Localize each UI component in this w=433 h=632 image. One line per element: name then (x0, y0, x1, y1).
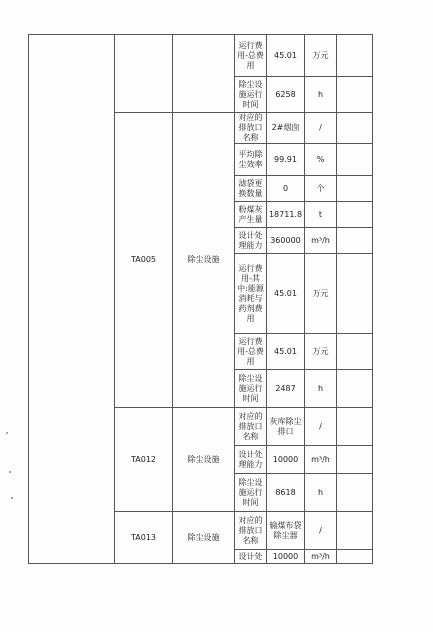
parameter-label-cell: 设计处理能力 (235, 228, 267, 254)
facility-name-cell: 除尘设施 (173, 113, 235, 408)
parameter-unit-cell: m³/h (305, 446, 337, 474)
facility-code-cell: TA005 (115, 113, 173, 408)
parameter-unit-cell: 万元 (305, 334, 337, 370)
parameter-label-cell: 除尘设施运行时间 (235, 77, 267, 113)
facility-name-cell: 除尘设施 (173, 512, 235, 564)
scan-speck (6, 432, 8, 434)
parameter-label-cell: 设计处理能力 (235, 446, 267, 474)
parameter-value-cell: 360000 (267, 228, 305, 254)
parameter-unit-cell: t (305, 202, 337, 228)
parameter-unit-cell: h (305, 370, 337, 408)
parameter-unit-cell: / (305, 408, 337, 446)
parameter-value-cell: 18711.8 (267, 202, 305, 228)
parameter-value-cell: 10000 (267, 446, 305, 474)
parameter-label-cell: 对应的排放口名称 (235, 113, 267, 144)
scan-speck (9, 471, 11, 473)
parameter-unit-cell: 万元 (305, 254, 337, 334)
remark-cell (337, 334, 373, 370)
parameter-unit-cell: / (305, 512, 337, 550)
remark-cell (337, 474, 373, 512)
parameter-unit-cell: 个 (305, 176, 337, 202)
parameter-label-cell: 对应的排放口名称 (235, 512, 267, 550)
remark-cell (337, 254, 373, 334)
facility-name-cell (173, 35, 235, 113)
parameter-value-cell: 6258 (267, 77, 305, 113)
parameter-value-cell: 45.01 (267, 254, 305, 334)
parameter-unit-cell: h (305, 474, 337, 512)
remark-cell (337, 408, 373, 446)
parameter-label-cell: 运行费用-总费用 (235, 334, 267, 370)
facility-code-cell: TA013 (115, 512, 173, 564)
parameter-label-cell: 对应的排放口名称 (235, 408, 267, 446)
parameter-value-cell: 10000 (267, 550, 305, 564)
table-row (29, 35, 373, 77)
parameter-unit-cell: % (305, 144, 337, 176)
remark-cell (337, 35, 373, 77)
parameter-value-cell: 输煤布袋除尘器 (267, 512, 305, 550)
parameter-unit-cell: / (305, 113, 337, 144)
parameter-unit-cell: m³/h (305, 550, 337, 564)
parameter-label-cell: 运行费用-总费用 (235, 35, 267, 77)
facility-code-cell: TA012 (115, 408, 173, 512)
parameter-label-cell: 设计处 (235, 550, 267, 564)
facility-name-cell: 除尘设施 (173, 408, 235, 512)
parameter-value-cell: 2487 (267, 370, 305, 408)
parameter-unit-cell: 万元 (305, 35, 337, 77)
parameter-value-cell: 灰库除尘排口 (267, 408, 305, 446)
blank-left-cell (29, 35, 115, 564)
scan-speck (11, 497, 13, 499)
parameter-label-cell: 除尘设施运行时间 (235, 474, 267, 512)
parameter-unit-cell: m³/h (305, 228, 337, 254)
facility-parameter-table (28, 34, 373, 564)
parameter-value-cell: 0 (267, 176, 305, 202)
parameter-value-cell: 99.91 (267, 144, 305, 176)
remark-cell (337, 370, 373, 408)
parameter-value-cell: 45.01 (267, 35, 305, 77)
parameter-label-cell: 粉煤灰产生量 (235, 202, 267, 228)
parameter-value-cell: 2#烟囱 (267, 113, 305, 144)
remark-cell (337, 77, 373, 113)
parameter-value-cell: 8618 (267, 474, 305, 512)
remark-cell (337, 228, 373, 254)
parameter-label-cell: 平均除尘效率 (235, 144, 267, 176)
remark-cell (337, 202, 373, 228)
remark-cell (337, 113, 373, 144)
parameter-label-cell: 运行费用-其中:能源消耗与药剂费用 (235, 254, 267, 334)
remark-cell (337, 512, 373, 550)
parameter-value-cell: 45.01 (267, 334, 305, 370)
facility-code-cell (115, 35, 173, 113)
remark-cell (337, 176, 373, 202)
remark-cell (337, 446, 373, 474)
remark-cell (337, 550, 373, 564)
parameter-unit-cell: h (305, 77, 337, 113)
parameter-label-cell: 除尘设施运行时间 (235, 370, 267, 408)
parameter-label-cell: 滤袋更换数量 (235, 176, 267, 202)
remark-cell (337, 144, 373, 176)
